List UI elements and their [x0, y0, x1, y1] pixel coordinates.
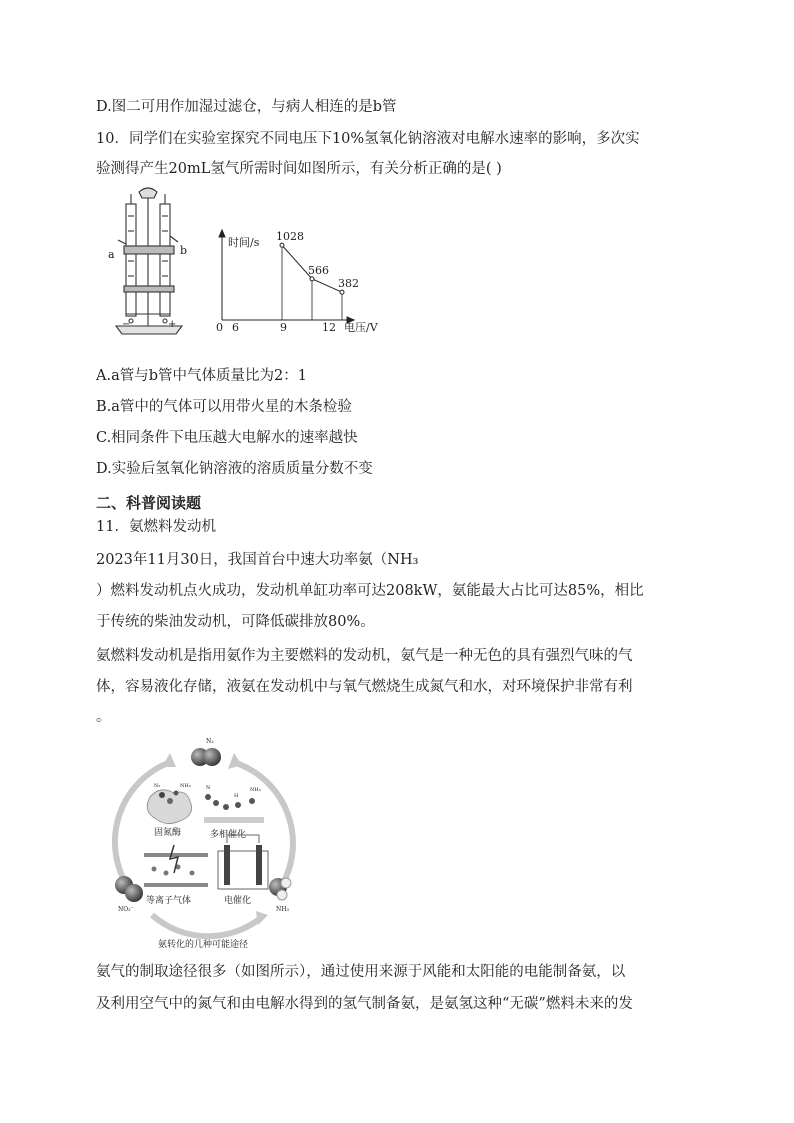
enzyme-nh3-label: NH₃ [180, 783, 191, 789]
data-point [310, 277, 314, 281]
ammonia-conversion-diagram [112, 735, 302, 950]
para2-line3: 。 [96, 709, 111, 725]
x-tick-12: 12 [322, 321, 336, 334]
data-label: 1028 [276, 230, 304, 244]
data-point [340, 290, 344, 294]
para1-line3: 于传统的柴油发动机，可降低碳排放80%。 [96, 614, 375, 630]
data-label: 566 [308, 263, 329, 277]
q10-option-c: C.相同条件下电压越大电解水的速率越快 [96, 430, 358, 446]
plasma-caption: 等离子气体 [146, 896, 192, 906]
q9-option-d: D.图二可用作加湿过滤仓，与病人相连的是b管 [96, 99, 397, 115]
section-title: 二、科普阅读题 [96, 494, 202, 512]
para1-line2: ）燃料发动机点火成功，发动机单缸功率可达208kW，氨能最大占比可达85%，相比 [96, 583, 644, 599]
no3-label: NO₃⁻ [118, 906, 134, 913]
q11-title: 11．氨燃料发动机 [96, 519, 216, 535]
top-n2-label: N₂ [206, 738, 214, 745]
q10-option-a: A.a管与b管中气体质量比为2：1 [96, 368, 307, 384]
time-vs-voltage-chart [212, 228, 392, 338]
y-axis-label: 时间/s [228, 236, 260, 249]
data-point [280, 243, 284, 247]
enzyme-caption: 固氮酶 [154, 828, 182, 838]
electro-caption: 电催化 [224, 896, 252, 906]
multi-n-label: N [206, 785, 211, 791]
diagram-caption: 氨转化的几种可能途径 [158, 940, 249, 950]
para2-line2: 体，容易液化存储，液氨在发动机中与氧气燃烧生成氮气和水，对环境保护非常有利 [96, 679, 633, 695]
multi-nh3-label: NH₃ [250, 787, 261, 793]
q10-option-d: D.实验后氢氧化钠溶液的溶质质量分数不变 [96, 461, 373, 477]
x-tick-6: 6 [232, 321, 239, 334]
q10-option-b: B.a管中的气体可以用带火星的木条检验 [96, 399, 352, 415]
x-tick-0: 0 [216, 321, 223, 334]
tube-a-label: a [108, 248, 115, 261]
para3-line1: 氨气的制取途径很多（如图所示），通过使用来源于风能和太阳能的电能制备氨，以 [96, 964, 626, 980]
q10-stem-line2: 验测得产生20mL氢气所需时间如图所示，有关分析正确的是( ) [96, 161, 502, 177]
multi-h-label: H [234, 793, 239, 799]
x-tick-9: 9 [280, 321, 287, 334]
para1-line1: 2023年11月30日，我国首台中速大功率氨（NH₃ [96, 552, 419, 568]
q10-stem-line1: 10．同学们在实验室探究不同电压下10%氢氧化钠溶液对电解水速率的影响，多次实 [96, 131, 640, 147]
electrolysis-apparatus [104, 186, 194, 336]
plus-electrode-label: + [168, 319, 177, 330]
nh3-label: NH₃ [276, 906, 289, 913]
tube-b-label: b [180, 244, 188, 257]
minus-electrode-label: − [122, 319, 131, 330]
para3-line2: 及利用空气中的氮气和由电解水得到的氢气制备氨，是氨氢这种“无碳”燃料未来的发 [96, 996, 633, 1012]
para2-line1: 氨燃料发动机是指用氨作为主要燃料的发动机，氨气是一种无色的具有强烈气味的气 [96, 648, 633, 664]
x-axis-label: 电压/V [344, 321, 378, 334]
multiphase-caption: 多相催化 [210, 830, 247, 840]
enzyme-n2-label: N₂ [154, 783, 161, 789]
data-label: 382 [338, 277, 359, 291]
